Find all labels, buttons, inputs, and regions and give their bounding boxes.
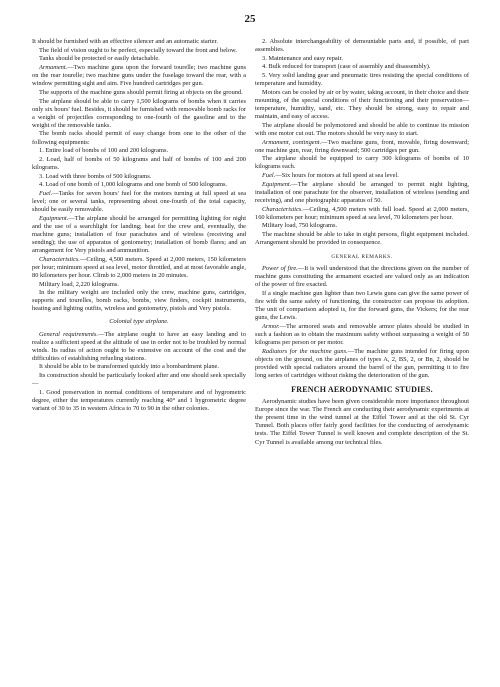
paragraph: The supports of the machine guns should permit firing at objects on the ground. xyxy=(39,88,243,96)
section-heading: FRENCH AERODYNAMIC STUDIES. xyxy=(291,385,433,395)
paragraph-label: General requirements. xyxy=(39,330,98,338)
paragraph-text: —Six hours for motors at full speed at sea level. xyxy=(275,172,399,179)
paragraph xyxy=(255,139,469,155)
paragraph-label: Radiators for the machine guns. xyxy=(262,347,348,355)
paragraph xyxy=(32,190,246,214)
paragraph xyxy=(32,64,246,88)
right-column xyxy=(255,38,469,447)
subheading: Colonial type airplane. xyxy=(109,318,169,326)
paragraph-label: Fuel. xyxy=(39,189,53,197)
paragraph: Motors can be cooled by air or by water, taking account, in their choice and their mounting, of the special conditions of their functioning and their preservation—temperature, humidity, sand, etc. They should be strong, easy to repair and maintain, and easy of access. xyxy=(255,88,469,121)
paragraph-label: Power of fire. xyxy=(262,265,298,273)
list-item: 3. Load with three bombs of 500 kilograms. xyxy=(39,172,152,180)
paragraph: If a single machine gun lighter than two Lewis guns can give the same power of fire with the same safety of functioning, the constructor can propose its adoption. The unit of comparison adopted is, for the forward guns, the Vickers; for the rear guns, the Lewis. xyxy=(255,289,469,322)
paragraph: Tanks should be protected or easily detachable. xyxy=(39,55,160,63)
paragraph-text: —The machine guns intended for firing upon objects on the ground, on the airplanes of types A, 2, BS, 2, or Bn, 2, should be provided with special radiators around the barrel of the gun, permitting it to fire long series of cartridges without risking the deterioration of the gun. xyxy=(255,347,469,379)
paragraph-label: Fuel. xyxy=(262,172,276,179)
paragraph: It should be furnished with an effective silencer and an automatic starter. xyxy=(32,38,218,45)
list-item: 3. Maintenance and easy repair. xyxy=(262,54,343,62)
paragraph: The airplane should be able to carry 1,500 kilograms of bombs when it carries only six hours' fuel. Besides, it should be furnished with removable bomb racks for a weight of projectiles corresponding to one-fourth of the gasoline and to the weight of the removable tanks. xyxy=(32,97,246,129)
paragraph: Aerodynamic studies have been given considerable more importance throughout Europe since the war. The French are conducting their aerodynamic experiments at the present time in the wind tunnel at the Eiffel Tower and at the old St. Cyr Tunnel. Both places offer fairly good facilities for the conducting of aerodynamic tests. The Eiffel Tower Tunnel is well known and complete description of the St. Cyr Tunnel is available among our technical files. xyxy=(255,398,469,446)
paragraph xyxy=(255,348,469,380)
paragraph xyxy=(32,215,246,255)
list-item: 2. Load, half of bombs of 50 kilograms and half of bombs of 100 and 200 kilograms. xyxy=(32,155,246,171)
list-item: 4. Load of one bomb of 1,000 kilograms and one bomb of 500 kilograms. xyxy=(39,181,228,189)
page-number: 25 xyxy=(244,13,256,25)
paragraph-text: —Tanks for seven hours' fuel for the motors turning at full speed at sea level; one or several tanks, representing about one-fourth of the total capacity, should be easily removable. xyxy=(32,189,246,214)
paragraph xyxy=(255,181,469,205)
paragraph-text: —The armored seats and removable armor plates should be studied in such a fashion as to obtain the maximum safety without surpassing a weight of 50 kilograms per person or per motor. xyxy=(255,322,469,347)
paragraph-label: Equipment. xyxy=(39,214,69,222)
paragraph: It should be able to be transformed quickly into a bombardment plane. xyxy=(39,363,219,371)
paragraph-text: —Two machine guns upon the forward tourelle; two machine guns on the rear tourelle; two machine guns under the fuselage toward the rear, with a window permitting sight and aim. Five hundred cartridges per gun. xyxy=(32,64,246,88)
paragraph xyxy=(32,331,246,363)
paragraph-label: Equipment. xyxy=(262,180,292,188)
paragraph xyxy=(255,172,469,180)
paragraph: The machine should be able to take in eight persons, flight equipment included. Arrangement should be provided in consequence. xyxy=(255,230,469,246)
paragraph-label: Characteristics. xyxy=(262,205,304,213)
list-item: 4. Bulk reduced for transport (case of assembly and disassembly). xyxy=(262,63,431,71)
paragraph-label: Armament. xyxy=(39,64,68,72)
paragraph-text: —The airplane should be arranged for permitting lighting for night and the use of a searchlight for landing; heat for the crew and, eventually, the machine guns; installation of four parachutes and of wireless (receiving and sending); the use of apparatus of goniometry; installation of bomb flares; and an arrangement for Very pistols and ammunition. xyxy=(32,214,246,255)
list-item: 2. Absolute interchangeability of demountable parts and, if possible, of part assemblies. xyxy=(255,38,469,54)
paragraph xyxy=(255,323,469,347)
paragraph-label: Armament, contingent. xyxy=(262,138,322,146)
paragraph xyxy=(255,265,469,289)
left-column xyxy=(32,38,246,414)
list-item: 1. Entire load of bombs of 100 and 200 kilograms. xyxy=(39,147,169,155)
paragraph xyxy=(255,206,469,222)
paragraph-label: Characteristics. xyxy=(39,255,81,263)
paragraph: The airplane should be equipped to carry 300 kilograms of bombs of 10 kilograms each. xyxy=(255,155,469,171)
section-heading: GENERAL REMARKS. xyxy=(331,254,393,261)
paragraph-text: —Ceiling, 4,500 meters with full load. Speed at 2,000 meters, 160 kilometers per hour; minimum speed at sea level, 70 kilometers per hour. xyxy=(255,205,469,221)
paragraph-text: —Two machine guns, front, movable, firing downward; one machine gun, rear, firing downward; 500 cartridges per gun. xyxy=(255,138,469,154)
paragraph-text: —The airplane should be arranged to permit night lighting, installation of one parachute for the observer, installation of wireless (sending and receiving), and one photographic apparatus of 50. xyxy=(255,180,469,204)
list-item: 5. Very solid landing gear and pneumatic tires resisting the special conditions of temperature and humidity. xyxy=(255,72,469,88)
paragraph: Its construction should be particularly looked after and one should seek specially— xyxy=(32,372,246,388)
paragraph: Military load, 2,220 kilograms. xyxy=(39,280,119,288)
paragraph: Military load, 750 kilograms. xyxy=(262,222,338,230)
paragraph xyxy=(32,256,246,280)
paragraph-text: —It is well understood that the directions given on the number of machine guns constituting the armament exacted are valued only as an indication of the power of fire exacted. xyxy=(255,265,469,289)
paragraph: 1. Good preservation in normal conditions of temperature and of hygrometric degree, either the temperatures currently reaching 40° and 1 hygrometric degree variant of 30 to 35 in western Africa to 70 to 90 in the other colonies. xyxy=(32,388,246,413)
paragraph-text: —The airplane ought to have an easy landing and to realize a sufficient speed at the altitude of use in order not to be troubled by normal winds. Its radius of action ought to be extensive on account of the cost and the difficulties of establishing refueling stations. xyxy=(32,330,246,362)
paragraph-text: —Ceiling, 4,500 meters. Speed at 2,000 meters, 150 kilometers per hour; minimum speed at sea level, motor throttled, and at most favorable angle, 80 kilometers per hour. Climb to 2,000 meters in 20 minutes. xyxy=(32,255,246,279)
paragraph: The airplane should be polymotored and should be able to continue its mission with one motor cut out. The motors should be very easy to start. xyxy=(255,121,469,137)
paragraph: In the military weight are included only the crew, machine guns, cartridges, supports and tourelles, bomb racks, bombs, view finders, cockpit instruments, heating and lighting outfits, wireless and goniometry, pistols and Very pistols. xyxy=(32,289,246,313)
paragraph-label: Armor. xyxy=(262,322,280,330)
paragraph: The bomb racks should permit of easy change from one to the other of the following equipments: xyxy=(32,130,246,146)
paragraph: The field of vision ought to be perfect, especially toward the front and below. xyxy=(39,46,237,54)
